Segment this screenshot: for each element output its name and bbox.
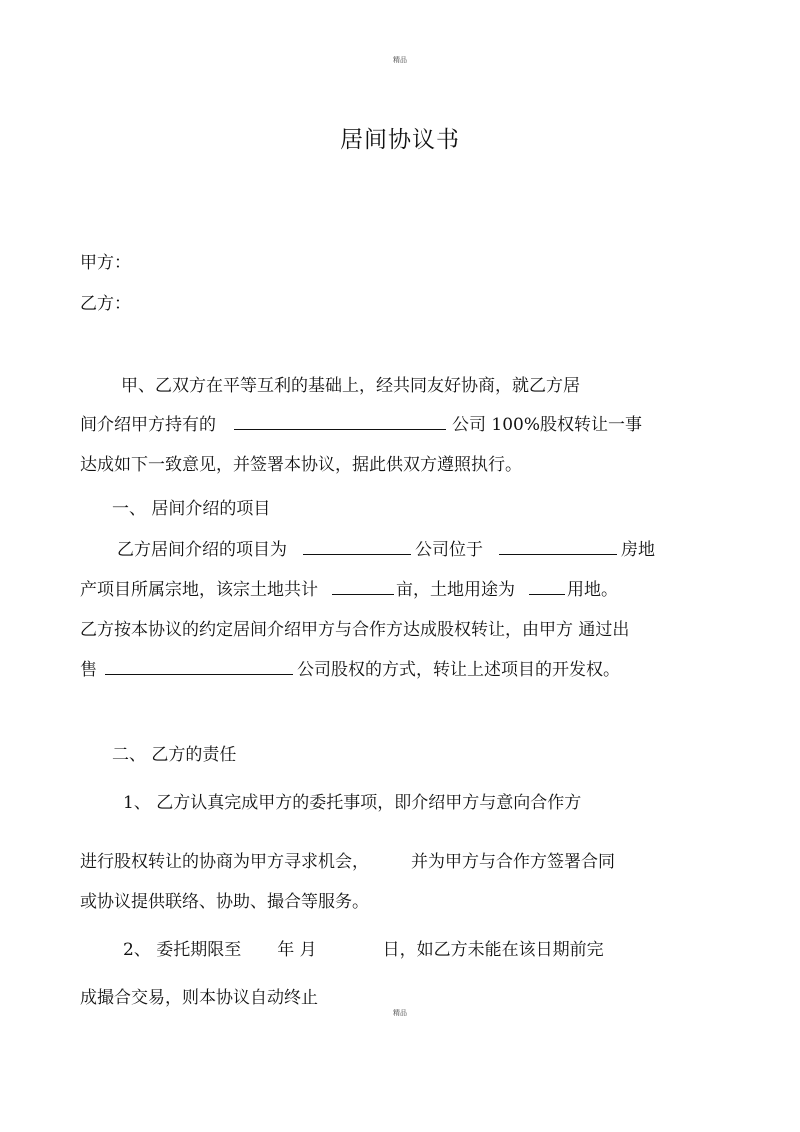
item-2-text-a: 2、 委托期限至 (123, 940, 242, 960)
s1-text-e: 亩，土地用途为 (396, 580, 515, 600)
s1-text-b: 公司位于 (415, 540, 483, 560)
intro-line-1: 甲、乙双方在平等互利的基础上，经共同友好协商，就乙方居 (121, 376, 580, 396)
section-1-heading: 一、 居间介绍的项目 (112, 499, 271, 519)
s1-text-a: 乙方居间介绍的项目为 (117, 540, 287, 560)
item-1-text-a: 进行股权转让的协商为甲方寻求机会， (80, 852, 369, 872)
header-mark: 精品 (393, 56, 407, 64)
s1-text-d: 产项目所属宗地，该宗土地共计 (80, 580, 318, 600)
party-a-label: 甲方： (80, 253, 131, 273)
section-2-heading: 二、 乙方的责任 (112, 745, 237, 765)
item-2-text-b: 年 月 (277, 940, 317, 960)
s1-text-f: 用地。 (567, 580, 618, 600)
item-1-line-3: 或协议提供联络、协助、撮合等服务。 (80, 892, 369, 912)
party-b-label: 乙方： (80, 294, 131, 314)
document-title: 居间协议书 (340, 127, 460, 153)
section-1-line-2 (80, 578, 618, 602)
item-2-line-2: 成撮合交易，则本协议自动终止 (80, 988, 318, 1008)
section-1-line-4 (80, 658, 620, 682)
intro-text-a: 间介绍甲方持有的 (80, 415, 216, 435)
footer-mark: 精品 (393, 1009, 407, 1017)
intro-line-2 (80, 413, 642, 437)
s1-text-h: 公司股权的方式，转让上述项目的开发权。 (297, 660, 620, 680)
equity-company-blank[interactable] (105, 658, 293, 675)
section-1-line-1 (117, 538, 655, 562)
project-company-blank[interactable] (303, 538, 411, 555)
s1-text-g: 售 (80, 660, 97, 680)
item-1-text-b: 并为甲方与合作方签署合同 (411, 852, 615, 872)
item-1-line-2 (80, 850, 615, 874)
intro-line-3: 达成如下一致意见，并签署本协议，据此供双方遵照执行。 (80, 455, 522, 475)
location-blank[interactable] (499, 538, 617, 555)
company-name-blank[interactable] (234, 413, 446, 430)
area-blank[interactable] (332, 578, 394, 595)
item-2-line-1 (123, 938, 604, 962)
s1-text-c: 房地 (621, 540, 655, 560)
land-use-blank[interactable] (529, 578, 565, 595)
intro-text-b: 公司 100%股权转让一事 (452, 415, 643, 435)
section-1-line-3: 乙方按本协议的约定居间介绍甲方与合作方达成股权转让，由甲方 通过出 (80, 620, 630, 640)
item-2-text-c: 日，如乙方未能在该日期前完 (382, 940, 604, 960)
item-1-line-1: 1、 乙方认真完成甲方的委托事项，即介绍甲方与意向合作方 (123, 793, 582, 813)
